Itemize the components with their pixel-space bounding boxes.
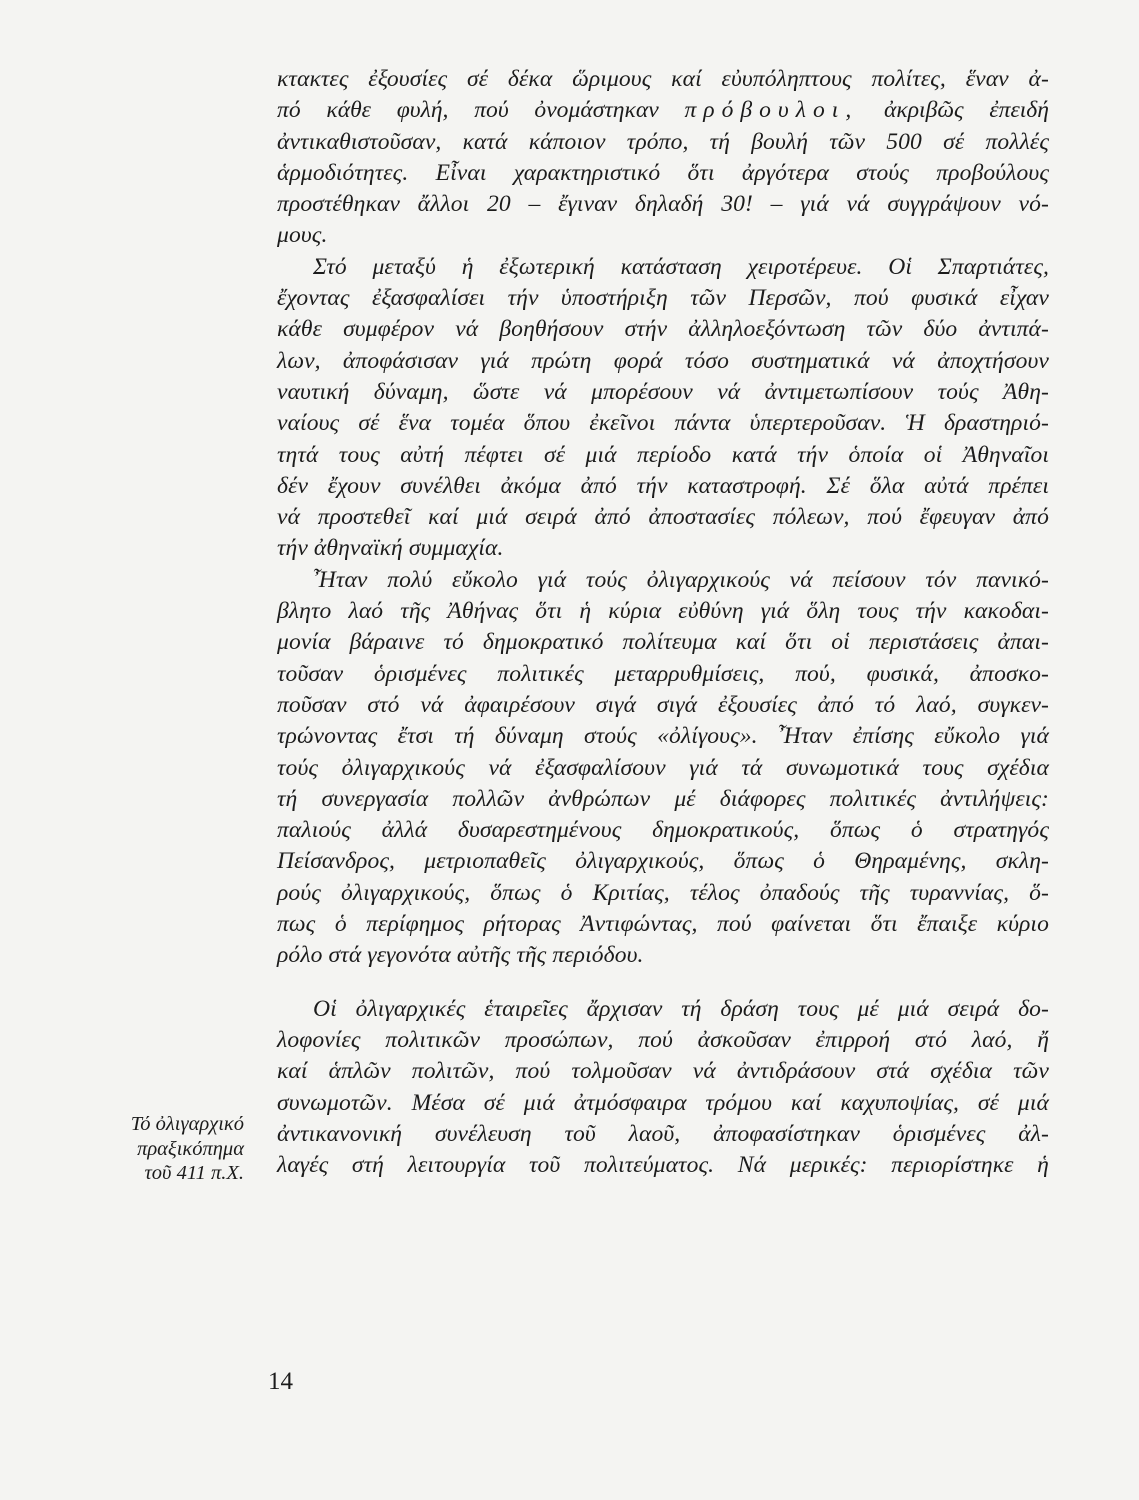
text-line: τή συνεργασία πολλῶν ἀνθρώπων μέ διάφορες πολιτικές ἀντιλήψεις: xyxy=(277,785,1049,812)
text-line: ρούς ὀλιγαρχικούς, ὅπως ὁ Κριτίας, τέλος ὀπαδούς τῆς τυραννίας, ὅ- xyxy=(277,879,1049,906)
text-line: Πείσανδρος, μετριοπαθεῖς ὀλιγαρχικούς, ὅπως ὁ Θηραμένης, σκλη- xyxy=(277,848,1049,875)
text-line: τήν ἀθηναϊκή συμμαχία. xyxy=(277,535,504,562)
text-line: λοφονίες πολιτικῶν προσώπων, πού ἀσκοῦσαν ἐπιρροή στό λαό, ἤ xyxy=(277,1026,1049,1053)
text-line: μονία βάραινε τό δημοκρατικό πολίτευμα καί ὅτι οἱ περιστάσεις ἀπαι- xyxy=(277,629,1049,656)
text-line: Ἦταν πολύ εὔκολο γιά τούς ὀλιγαρχικούς νά πείσουν τόν πανικό- xyxy=(313,566,1049,593)
show-through-sidenote-1 xyxy=(110,140,240,164)
text-line: πως ὁ περίφημος ρήτορας Ἀντιφώντας, πού φαίνεται ὅτι ἔπαιξε κύριο xyxy=(277,911,1049,938)
text-line: ἀντικαθιστοῦσαν, κατά κάποιον τρόπο, τή βουλή τῶν 500 σέ πολλές xyxy=(277,128,1049,155)
section-gap xyxy=(277,972,1049,994)
text-line: προστέθηκαν ἄλλοι 20 – ἔγιναν δηλαδή 30! – γιά νά συγγράψουν νό- xyxy=(277,191,1049,218)
text-line xyxy=(277,95,1049,126)
text-line: ἁρμοδιότητες. Εἶναι χαρακτηριστικό ὅτι ἀργότερα στούς προβούλους xyxy=(277,159,1049,186)
text-line: τοῦσαν ὁρισμένες πολιτικές μεταρρυθμίσεις, πού, φυσικά, ἀποσκο- xyxy=(277,660,1049,687)
margin-note-line: τοῦ 411 π.Χ. xyxy=(144,1162,244,1184)
margin-note-line: πραξικόπημα xyxy=(137,1137,244,1160)
paragraph-1 xyxy=(277,64,1049,252)
text-line: κτακτες ἐξουσίες σέ δέκα ὥριμους καί εὐυπόληπτους πολίτες, ἕναν ἀ- xyxy=(277,66,1049,92)
text-line: ἀντικανονική συνέλευση τοῦ λαοῦ, ἀποφασίστηκαν ὁρισμένες ἀλ- xyxy=(277,1120,1049,1147)
paragraph-4 xyxy=(277,994,1049,1182)
paragraph-2 xyxy=(277,252,1049,565)
text-line: τούς ὀλιγαρχικούς νά ἐξασφαλίσουν γιά τά συνωμοτικά τους σχέδια xyxy=(277,754,1049,781)
text-line: μους. xyxy=(277,222,328,249)
text-line: ἔχοντας ἐξασφαλίσει τήν ὑποστήριξη τῶν Περσῶν, πού φυσικά εἶχαν xyxy=(277,285,1049,312)
text-line: ναίους σέ ἕνα τομέα ὅπου ἐκεῖνοι πάντα ὑπερτεροῦσαν. Ἡ δραστηριό- xyxy=(277,410,1049,437)
paragraph-3 xyxy=(277,565,1049,972)
text-line: τητά τους αὐτή πέφτει σέ μιά περίοδο κατά τήν ὁποία οἱ Ἀθηναῖοι xyxy=(277,441,1049,468)
text-line: βλητο λαό τῆς Ἀθήνας ὅτι ἡ κύρια εὐθύνη γιά ὅλη τους τήν κακοδαι- xyxy=(277,598,1049,625)
text-line: λαγές στή λειτουργία τοῦ πολιτεύματος. Νά μερικές: περιορίστηκε ἡ xyxy=(277,1152,1049,1179)
text-line: συνωμοτῶν. Μέσα σέ μιά ἀτμόσφαιρα τρόμου καί καχυποψίας, σέ μιά xyxy=(277,1089,1049,1116)
emphasis-word: πρόβουλοι, xyxy=(684,97,859,124)
text-line: καί ἁπλῶν πολιτῶν, πού τολμοῦσαν νά ἀντιδράσουν στά σχέδια τῶν xyxy=(277,1058,1049,1085)
text-line: κάθε συμφέρον νά βοηθήσουν στήν ἀλληλοεξόντωση τῶν δύο ἀντιπά- xyxy=(277,316,1049,343)
text-line: τρώνοντας ἔτσι τή δύναμη στούς «ὀλίγους». Ἦταν ἐπίσης εὔκολο γιά xyxy=(277,723,1049,750)
text-line: ναυτική δύναμη, ὥστε νά μπορέσουν νά ἀντιμετωπίσουν τούς Ἀθη- xyxy=(277,378,1049,405)
margin-note xyxy=(92,1112,244,1186)
main-text-column xyxy=(277,64,1049,1181)
text-line: ρόλο στά γεγονότα αὐτῆς τῆς περιόδου. xyxy=(277,942,644,969)
text-line: Οἱ ὀλιγαρχικές ἑταιρεῖες ἄρχισαν τή δράση τους μέ μιά σειρά δο- xyxy=(313,995,1049,1022)
text-line: παλιούς ἀλλά δυσαρεστημένους δημοκρατικούς, ὅπως ὁ στρατηγός xyxy=(277,817,1049,844)
text-line: Στό μεταξύ ἡ ἐξωτερική κατάσταση χειροτέρευε. Οἱ Σπαρτιάτες, xyxy=(313,253,1049,280)
text-line: λων, ἀποφάσισαν γιά πρώτη φορά τόσο συστηματικά νά ἀποχτήσουν xyxy=(277,347,1049,374)
page-number: 14 xyxy=(268,1368,293,1395)
text-line: δέν ἔχουν συνέλθει ἀκόμα ἀπό τήν καταστροφή. Σέ ὅλα αὐτά πρέπει xyxy=(277,472,1049,499)
text-fragment: ἀκριβῶς ἐπειδή xyxy=(884,97,1049,124)
margin-note-line: Τό ὀλιγαρχικό xyxy=(130,1113,244,1135)
text-line: ποῦσαν στό νά ἀφαιρέσουν σιγά σιγά ἐξουσίες ἀπό τό λαό, συγκεν- xyxy=(277,691,1049,718)
text-fragment: πό κάθε φυλή, πού ὀνομάστηκαν xyxy=(277,97,659,124)
text-line: νά προστεθεῖ καί μιά σειρά ἀπό ἀποστασίες πόλεων, πού ἔφευγαν ἀπό xyxy=(277,504,1049,531)
